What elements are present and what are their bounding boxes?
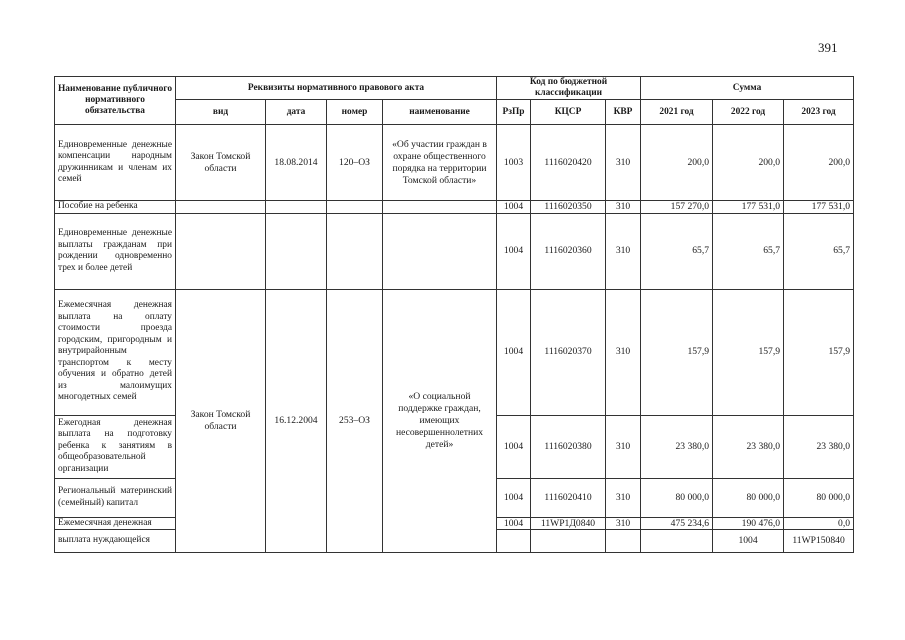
header-2022: 2022 год <box>713 100 784 125</box>
act-name-cell <box>383 213 497 289</box>
act-vid-cell <box>497 529 531 552</box>
kcsr-cell: 1116020360 <box>531 213 606 289</box>
act-name-cell: «Об участии граждан в охране общественного порядка на территории Томской области» <box>383 125 497 201</box>
act-name-cell <box>383 201 497 214</box>
act-name-cell: «О социальной поддержке граждан, имеющих несовершеннолетних детей» <box>383 289 497 552</box>
sum-2022-cell: 190 476,0 <box>713 517 784 529</box>
obligation-cell: Ежемесячная денежная <box>55 517 176 529</box>
header-date: дата <box>266 100 327 125</box>
sum-2023-cell: 65,7 <box>784 213 854 289</box>
obligation-cell: Региональный материнский (семейный) капитал <box>55 478 176 517</box>
kvr-cell: 310 <box>606 478 641 517</box>
kvr-cell: 310 <box>606 201 641 214</box>
kcsr-cell: 11WP1Д0840 <box>531 517 606 529</box>
kvr-cell: 310 <box>606 125 641 201</box>
obligation-cell: Единовременные денежные выплаты гражданам при рождении одновременно трех и более детей <box>55 213 176 289</box>
sum-2021-cell: 157 270,0 <box>641 201 713 214</box>
sum-2023-cell: 80 000,0 <box>784 478 854 517</box>
act-vid-cell: Закон Томской области <box>176 289 266 552</box>
rzpr-cell: 1004 <box>497 478 531 517</box>
kcsr-cell: 1116020410 <box>531 478 606 517</box>
budget-obligations-table <box>54 76 854 553</box>
act-number-cell: 253–ОЗ <box>327 289 383 552</box>
header-2023: 2023 год <box>784 100 854 125</box>
sum-2021-cell: 157,9 <box>641 289 713 415</box>
act-date-cell <box>531 529 606 552</box>
kvr-cell: 310 <box>606 415 641 478</box>
act-name-cell <box>641 529 713 552</box>
act-number-cell <box>327 213 383 289</box>
obligation-cell: Пособие на ребенка <box>55 201 176 214</box>
header-rzpr: РзПр <box>497 100 531 125</box>
act-vid-cell: Закон Томской области <box>176 125 266 201</box>
kvr-cell: 310 <box>606 213 641 289</box>
sum-2021-cell: 80 000,0 <box>641 478 713 517</box>
act-date-cell <box>266 213 327 289</box>
obligation-cell: выплата нуждающейся <box>55 529 176 552</box>
header-row-1 <box>55 77 854 100</box>
sum-2023-cell: 157,9 <box>784 289 854 415</box>
sum-2022-cell: 80 000,0 <box>713 478 784 517</box>
kcsr-cell: 1116020420 <box>531 125 606 201</box>
rzpr-cell: 1004 <box>497 415 531 478</box>
sum-2021-cell: 65,7 <box>641 213 713 289</box>
rzpr-cell: 1004 <box>497 517 531 529</box>
sum-2023-cell: 23 380,0 <box>784 415 854 478</box>
sum-2023-cell: 177 531,0 <box>784 201 854 214</box>
sum-2023-cell: 200,0 <box>784 125 854 201</box>
sum-2022-cell: 65,7 <box>713 213 784 289</box>
act-number-cell <box>606 529 641 552</box>
obligation-cell: Ежегодная денежная выплата на подготовку ребенка к занятиям в общеобразовательной организации <box>55 415 176 478</box>
table-row <box>55 201 854 214</box>
page-number: 391 <box>818 40 838 55</box>
header-vid: вид <box>176 100 266 125</box>
act-date-cell: 18.08.2014 <box>266 125 327 201</box>
act-date-cell <box>266 201 327 214</box>
rzpr-cell: 1004 <box>497 289 531 415</box>
sum-2021-cell: 475 234,6 <box>641 517 713 529</box>
act-number-cell <box>327 201 383 214</box>
header-number: номер <box>327 100 383 125</box>
kcsr-cell: 1116020370 <box>531 289 606 415</box>
table-row <box>55 289 854 415</box>
rzpr-cell: 1003 <box>497 125 531 201</box>
act-date-cell: 16.12.2004 <box>266 289 327 552</box>
sum-2023-cell: 0,0 <box>784 517 854 529</box>
kcsr-cell: 1116020380 <box>531 415 606 478</box>
kcsr-cell: 11WP150840 <box>784 529 854 552</box>
header-act-group: Реквизиты нормативного правового акта <box>176 77 497 100</box>
kvr-cell: 310 <box>606 289 641 415</box>
rzpr-cell: 1004 <box>497 201 531 214</box>
kvr-cell: 310 <box>606 517 641 529</box>
header-obligation: Наименование публичного нормативного обязательства <box>55 77 176 125</box>
sum-2022-cell: 157,9 <box>713 289 784 415</box>
sum-2022-cell: 23 380,0 <box>713 415 784 478</box>
kcsr-cell: 1116020350 <box>531 201 606 214</box>
header-kcsr: КЦСР <box>531 100 606 125</box>
act-vid-cell <box>176 213 266 289</box>
act-vid-cell <box>176 201 266 214</box>
table-row <box>55 125 854 201</box>
act-number-cell: 120–ОЗ <box>327 125 383 201</box>
rzpr-cell: 1004 <box>497 213 531 289</box>
header-2021: 2021 год <box>641 100 713 125</box>
sum-2021-cell: 23 380,0 <box>641 415 713 478</box>
header-kvr: КВР <box>606 100 641 125</box>
table-row <box>55 213 854 289</box>
obligation-cell: Единовременные денежные компенсации народным дружинникам и членам их семей <box>55 125 176 201</box>
sum-2021-cell: 200,0 <box>641 125 713 201</box>
header-name: наименование <box>383 100 497 125</box>
header-code-group: Код по бюджетной классификации <box>497 77 641 100</box>
rzpr-cell: 1004 <box>713 529 784 552</box>
sum-2022-cell: 200,0 <box>713 125 784 201</box>
sum-2022-cell: 177 531,0 <box>713 201 784 214</box>
obligation-cell: Ежемесячная денежная выплата на оплату стоимости проезда городским, пригородным и внутрирайонным транспортом к месту обучения и обратно детей из малоимущих многодетных семей <box>55 289 176 415</box>
header-sum-group: Сумма <box>641 77 854 100</box>
